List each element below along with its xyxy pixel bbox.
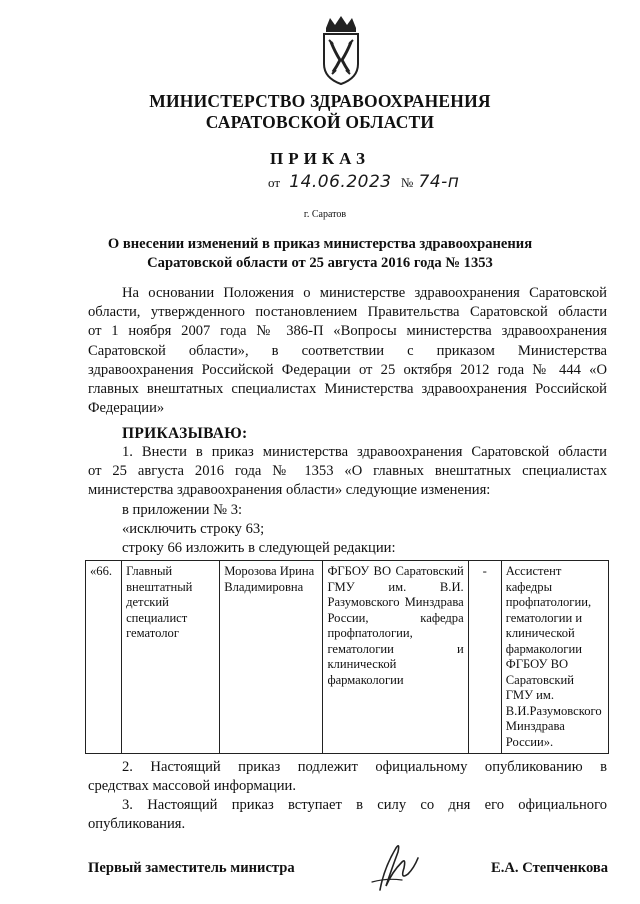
date-prefix: от [268, 175, 281, 190]
workplace-cell: ФГБОУ ВО Саратовский ГМУ им. В.И. Разумовского Минздрава России, кафедра профпатологии, гематологии и клинической фармакологии [323, 561, 468, 754]
position-cell: Главный внештатный детский специалист гематолог [122, 561, 220, 754]
date-number-line [268, 172, 459, 198]
document-type: ПРИКАЗ [270, 149, 370, 168]
item-2 [88, 758, 607, 796]
ministry-name-line2: САРАТОВСКОЙ ОБЛАСТИ [205, 112, 435, 132]
item-3-line: опубликования. [88, 816, 186, 833]
preamble [88, 284, 607, 418]
order-word: ПРИКАЗЫВАЮ: [122, 425, 248, 442]
signatory-name: Е.А. Степченкова [491, 860, 609, 876]
signatory-position: Первый заместитель министра [88, 860, 295, 876]
preamble-line: области, утвержденного постановлением Правительства Саратовской области [88, 304, 607, 321]
specialists-table [85, 560, 609, 754]
ministry-name-line1: МИНИСТЕРСТВО ЗДРАВООХРАНЕНИЯ [149, 91, 491, 111]
item-2-line: средствах массовой информации. [88, 778, 297, 795]
order-date: 14.06.2023 [289, 172, 392, 192]
item-1 [88, 443, 607, 558]
item-1-line: «исключить строку 63; [122, 520, 265, 537]
item-3-line: 3. Настоящий приказ вступает в силу со дня его официального [122, 797, 607, 813]
preamble-line: Федерации» [88, 400, 165, 417]
preamble-line: Саратовской области», в соответствии с приказом Министерства [88, 342, 607, 359]
item-1-line: от 25 августа 2016 года № 1353 «О главных внештатных специалистах [88, 463, 607, 480]
dash-cell: - [468, 561, 501, 754]
item-2-line: 2. Настоящий приказ подлежит официальному опубликованию в [122, 759, 607, 775]
title-cell: Ассистент кафедры профпатологии, гематологии и клинической фармакологии ФГБОУ ВО Саратовский ГМУ им. В.И.Разумовского Минздрава России». [501, 561, 608, 754]
order-title-line1: О внесении изменений в приказ министерства здравоохранения [107, 236, 533, 252]
preamble-line: здравоохранения Российской Федерации от 25 октября 2012 года № 444 «О [88, 361, 607, 378]
preamble-line: от 1 ноября 2007 года № 386-П «Вопросы министерства здравоохранения [88, 323, 607, 340]
coat-of-arms-emblem [318, 14, 364, 86]
item-1-line: строку 66 изложить в следующей редакции: [122, 540, 396, 557]
city: г. Саратов [303, 209, 347, 220]
item-1-line: 1. Внести в приказ министерства здравоохранения Саратовской области [122, 444, 607, 460]
row-number: «66. [86, 561, 122, 754]
table-row [86, 561, 609, 754]
handwritten-signature [362, 838, 432, 896]
preamble-line: главных внештатных специалистах Министерства здравоохранения Российской [88, 381, 607, 398]
name-cell: Морозова Ирина Владимировна [220, 561, 323, 754]
item-1-line: министерства здравоохранения области» следующие изменения: [88, 482, 491, 499]
order-number: 74-п [418, 172, 460, 192]
order-title-line2: Саратовской области от 25 августа 2016 года № 1353 [147, 255, 493, 271]
number-prefix: № [400, 175, 414, 190]
preamble-line: На основании Положения о министерстве здравоохранения Саратовской [122, 285, 607, 301]
item-1-line: в приложении № 3: [122, 501, 243, 518]
item-3 [88, 796, 607, 834]
